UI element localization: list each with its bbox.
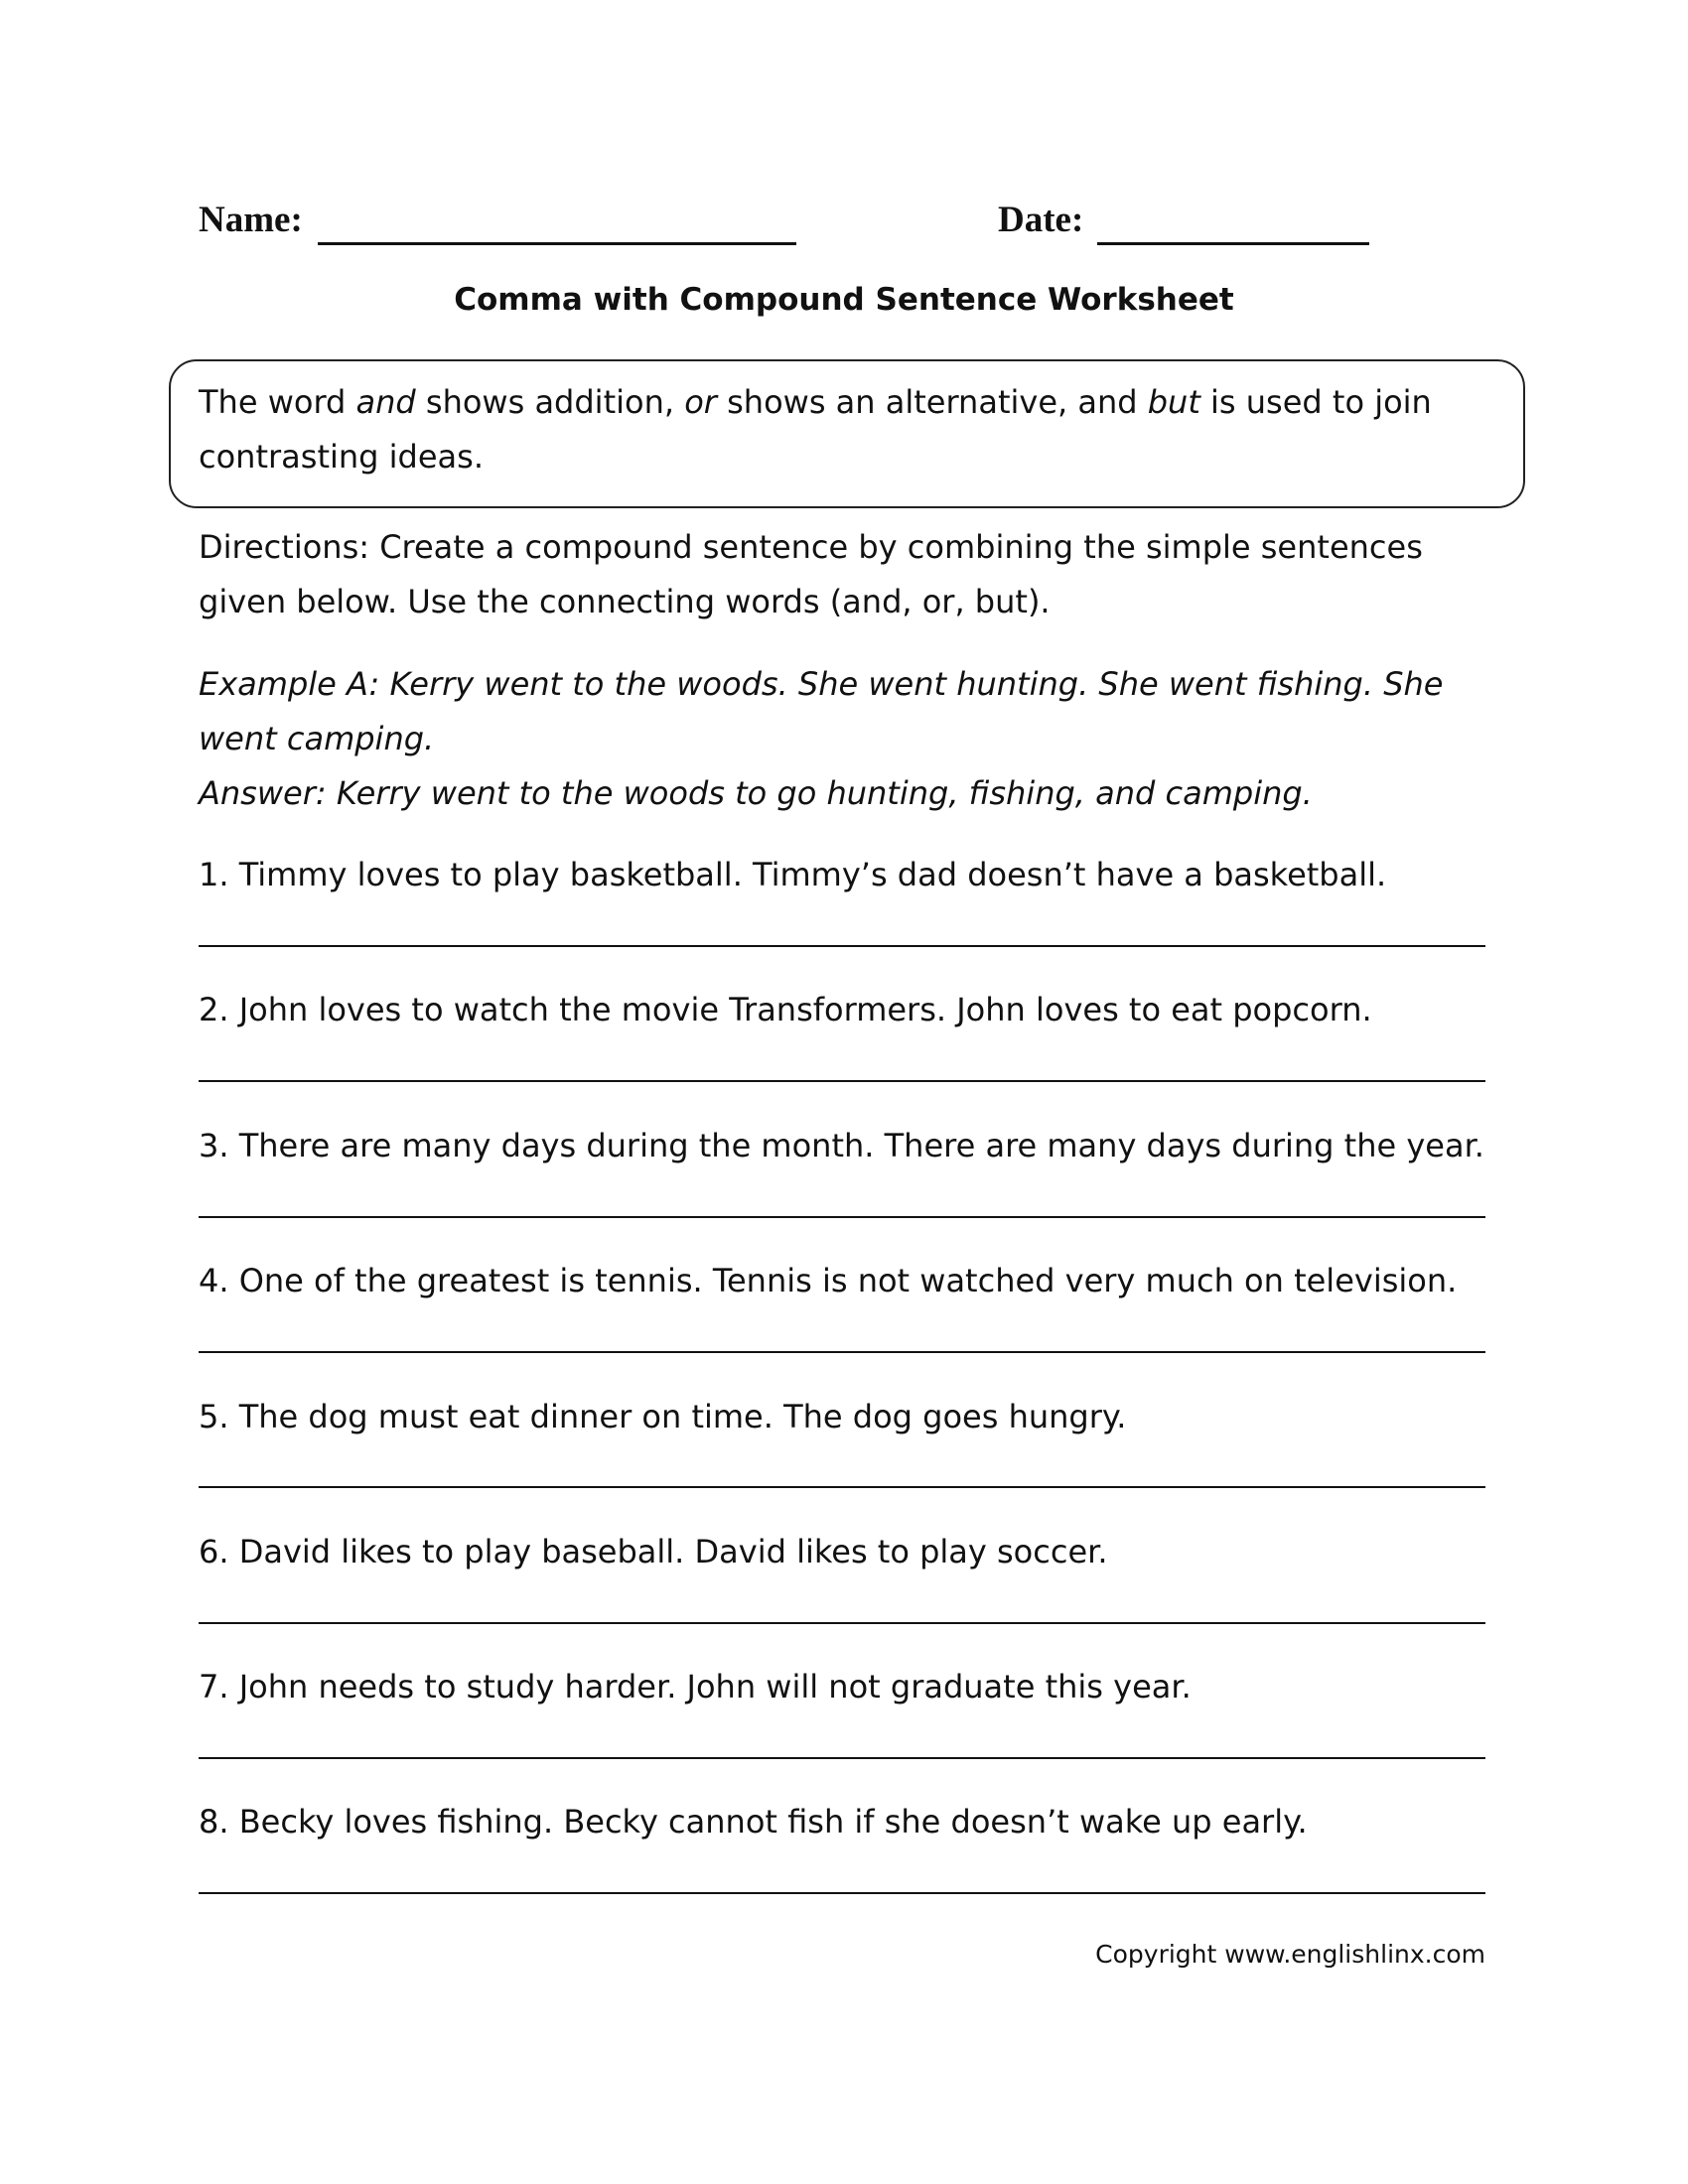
header-row bbox=[199, 195, 1489, 254]
name-field[interactable] bbox=[318, 242, 796, 245]
info-word-but: but bbox=[1147, 383, 1200, 421]
question-item: 2. John loves to watch the movie Transformers. John loves to eat popcorn. bbox=[199, 991, 1372, 1028]
question-item: 5. The dog must eat dinner on time. The dog goes hungry. bbox=[199, 1398, 1127, 1435]
directions: Directions: Create a compound sentence by combining the simple sentences given below. Use the connecting words (and, or, but). bbox=[199, 528, 1423, 620]
answer-line[interactable] bbox=[199, 1080, 1485, 1082]
answer-line[interactable] bbox=[199, 1216, 1485, 1218]
answer-line[interactable] bbox=[199, 1622, 1485, 1624]
info-text-4: is used to join contrasting ideas. bbox=[199, 383, 1432, 476]
page-title: Comma with Compound Sentence Worksheet bbox=[454, 282, 1234, 318]
date-field[interactable] bbox=[1097, 242, 1369, 245]
question-item: 1. Timmy loves to play basketball. Timmy’s dad doesn’t have a basketball. bbox=[199, 856, 1387, 893]
question-item: 6. David likes to play baseball. David likes to play soccer. bbox=[199, 1533, 1108, 1570]
question-item: 3. There are many days during the month. There are many days during the year. bbox=[199, 1127, 1484, 1164]
info-box bbox=[169, 359, 1525, 508]
info-text-3: shows an alternative, and bbox=[716, 383, 1148, 421]
question-item: 4. One of the greatest is tennis. Tennis is not watched very much on television. bbox=[199, 1262, 1458, 1299]
question-item: 8. Becky loves fishing. Becky cannot fish if she doesn’t wake up early. bbox=[199, 1803, 1308, 1841]
answer-line[interactable] bbox=[199, 945, 1485, 947]
example-question: Example A: Kerry went to the woods. She went hunting. She went fishing. She went camping. bbox=[199, 665, 1444, 757]
answer-line[interactable] bbox=[199, 1757, 1485, 1759]
question-item: 7. John needs to study harder. John will not graduate this year. bbox=[199, 1668, 1192, 1706]
info-text-1: The word bbox=[199, 383, 356, 421]
info-word-or: or bbox=[684, 383, 717, 421]
copyright: Copyright www.englishlinx.com bbox=[1095, 1940, 1485, 1969]
answer-line[interactable] bbox=[199, 1486, 1485, 1488]
info-text-2: shows addition, bbox=[415, 383, 685, 421]
name-label: Name: bbox=[199, 200, 303, 240]
answer-line[interactable] bbox=[199, 1351, 1485, 1353]
example-answer: Answer: Kerry went to the woods to go hunting, fishing, and camping. bbox=[199, 774, 1313, 812]
info-word-and: and bbox=[355, 383, 416, 421]
date-label: Date: bbox=[998, 200, 1084, 240]
answer-line[interactable] bbox=[199, 1892, 1485, 1894]
